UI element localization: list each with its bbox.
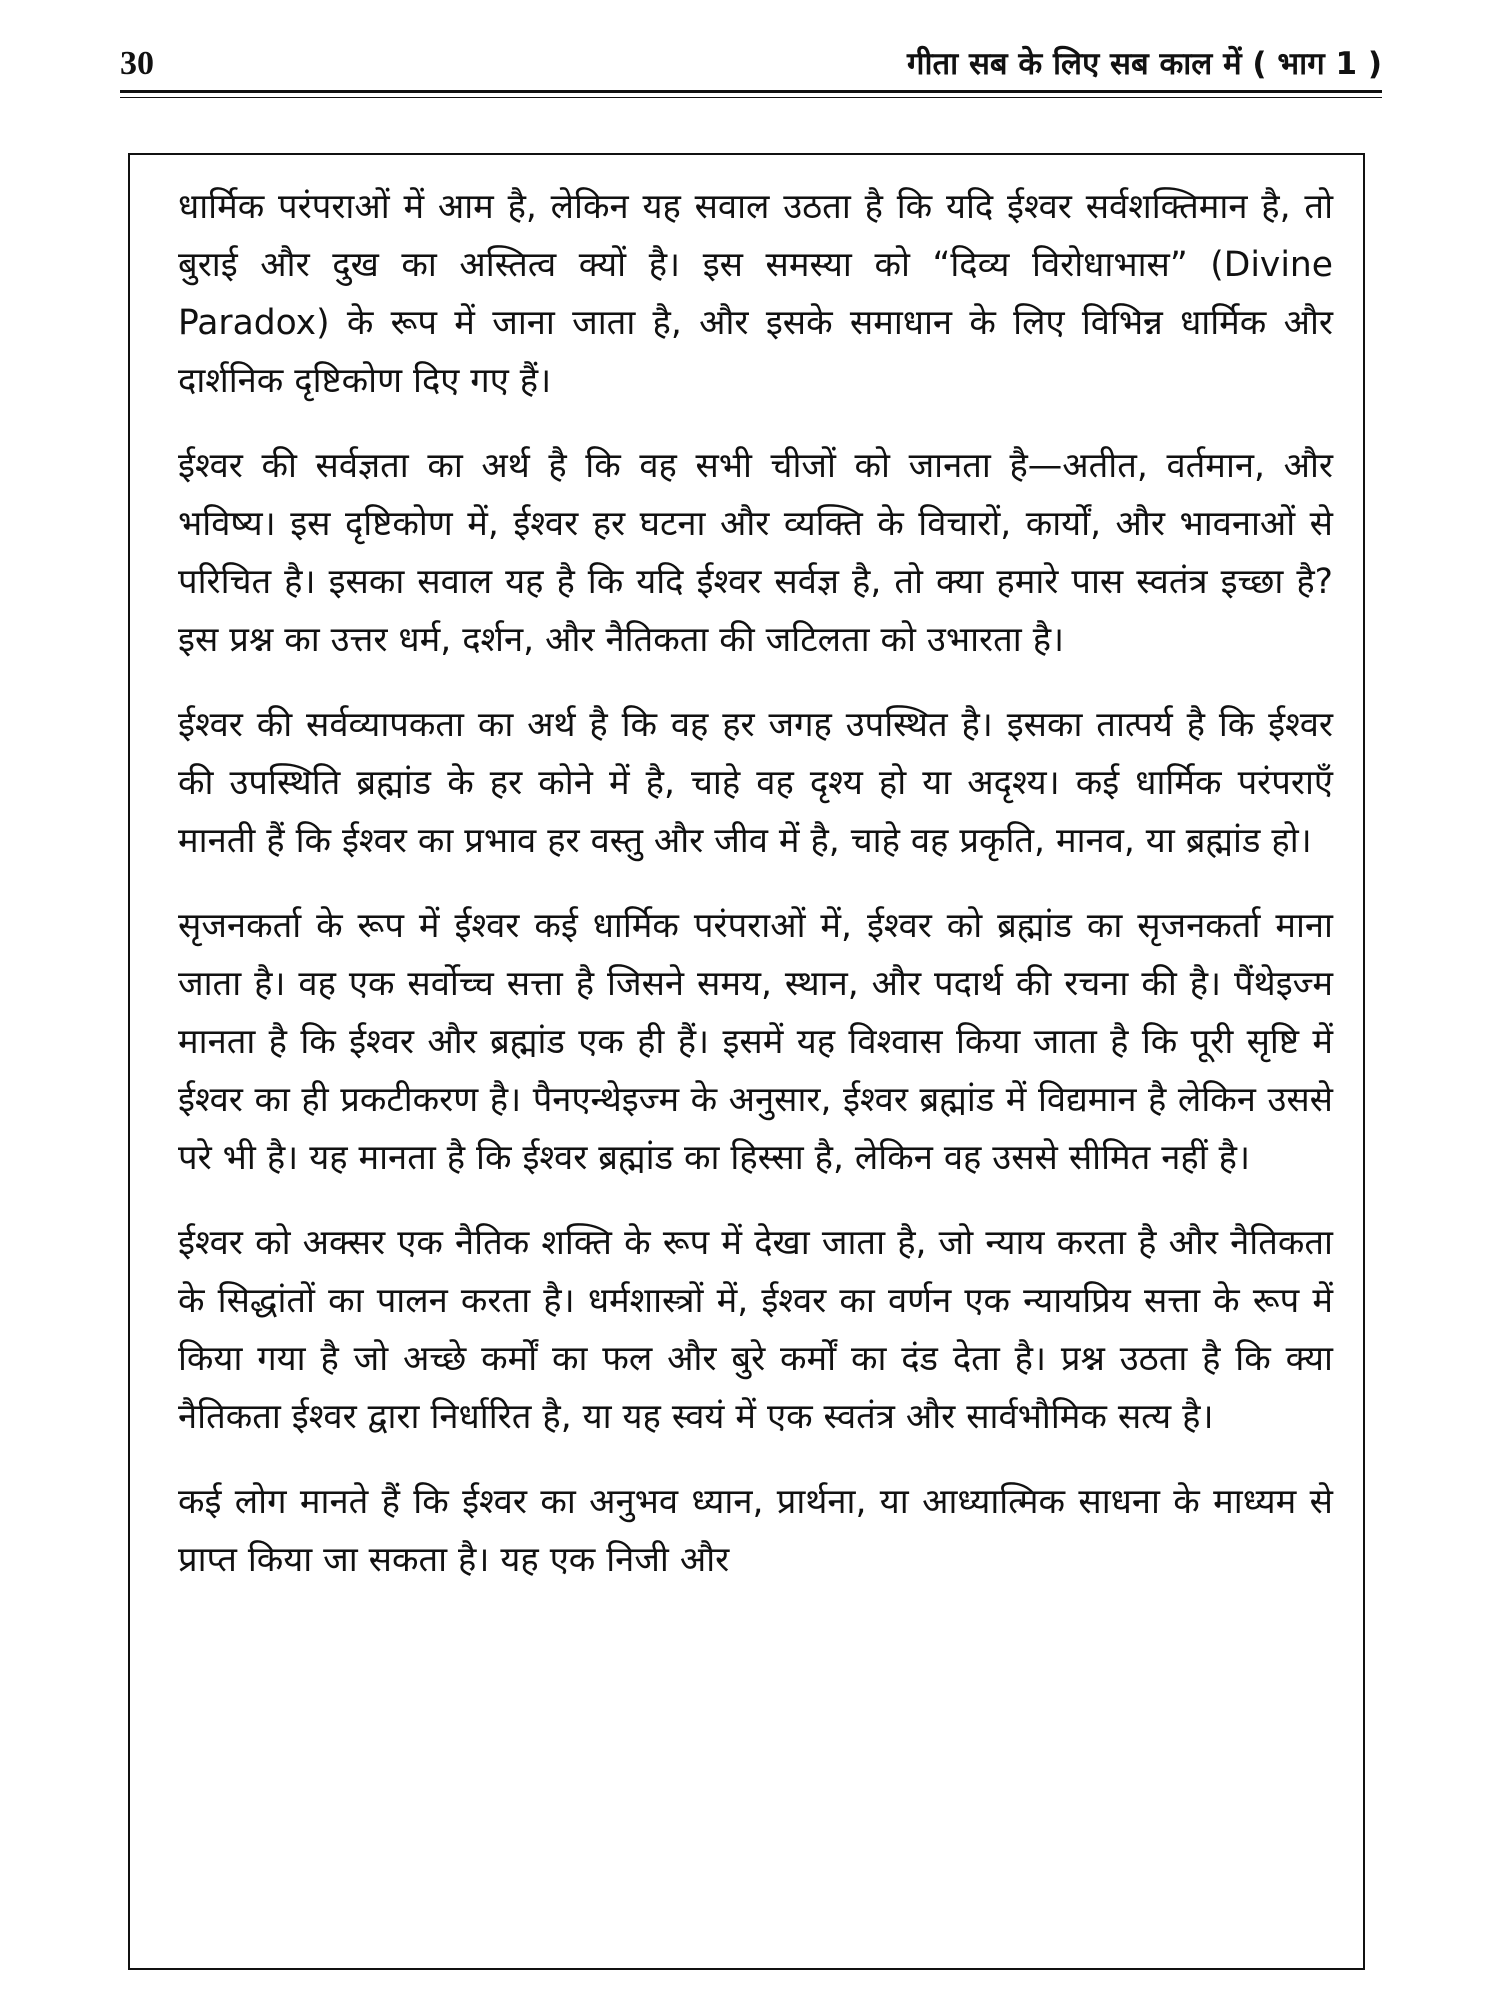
body-text xyxy=(178,178,1333,1616)
page-number: 30 xyxy=(120,45,154,82)
paragraph-omnipresence: ईश्वर की सर्वव्यापकता का अर्थ है कि वह हर जगह उपस्थित है। इसका तात्पर्य है कि ईश्वर की उपस्थिति ब्रह्मांड के हर कोने में है, चाहे वह दृश्य हो या अदृश्य। कई धार्मिक परंपराएँ मानती हैं कि ईश्वर का प्रभाव हर वस्तु और जीव में है, चाहे वह प्रकृति, मानव, या ब्रह्मांड हो। xyxy=(178,705,1333,861)
paragraph-moral-force: ईश्वर को अक्सर एक नैतिक शक्ति के रूप में देखा जाता है, जो न्याय करता है और नैतिकता के सिद्धांतों का पालन करता है। धर्मशास्त्रों में, ईश्वर का वर्णन एक न्यायप्रिय सत्ता के रूप में किया गया है जो अच्छे कर्मों का फल और बुरे कर्मों का दंड देता है। प्रश्न उठता है कि क्या नैतिकता ईश्वर द्वारा निर्धारित है, या यह स्वयं में एक स्वतंत्र और सार्वभौमिक सत्य है। xyxy=(178,1223,1333,1437)
header-rule xyxy=(120,90,1382,93)
paragraph-creator: सृजनकर्ता के रूप में ईश्वर कई धार्मिक परंपराओं में, ईश्वर को ब्रह्मांड का सृजनकर्ता माना जाता है। वह एक सर्वोच्च सत्ता है जिसने समय, स्थान, और पदार्थ की रचना की है। पैंथेइज्म मानता है कि ईश्वर और ब्रह्मांड एक ही हैं। इसमें यह विश्वास किया जाता है कि पूरी सृष्टि में ईश्वर का ही प्रकटीकरण है। पैनएन्थेइज्म के अनुसार, ईश्वर ब्रह्मांड में विद्यमान है लेकिन उससे परे भी है। यह मानता है कि ईश्वर ब्रह्मांड का हिस्सा है, लेकिन वह उससे सीमित नहीं है। xyxy=(178,906,1333,1178)
paragraph-omniscience: ईश्वर की सर्वज्ञता का अर्थ है कि वह सभी चीजों को जानता है—अतीत, वर्तमान, और भविष्य। इस दृष्टिकोण में, ईश्वर हर घटना और व्यक्ति के विचारों, कार्यों, और भावनाओं से परिचित है। इसका सवाल यह है कि यदि ईश्वर सर्वज्ञ है, तो क्या हमारे पास स्वतंत्र इच्छा है? इस प्रश्न का उत्तर धर्म, दर्शन, और नैतिकता की जटिलता को उभारता है। xyxy=(178,446,1333,660)
running-title: गीता सब के लिए सब काल में ( भाग 1 ) xyxy=(907,46,1382,82)
paragraph-experience: कई लोग मानते हैं कि ईश्वर का अनुभव ध्यान, प्रार्थना, या आध्यात्मिक साधना के माध्यम से प्राप्त किया जा सकता है। यह एक निजी और xyxy=(178,1482,1333,1580)
paragraph-divine-paradox: धार्मिक परंपराओं में आम है, लेकिन यह सवाल उठता है कि यदि ईश्वर सर्वशक्तिमान है, तो बुराई और दुख का अस्तित्व क्यों है। इस समस्या को “दिव्य विरोधाभास” (Divine Paradox) के रूप में जाना जाता है, और इसके समाधान के लिए विभिन्न धार्मिक और दार्शनिक दृष्टिकोण दिए गए हैं। xyxy=(178,187,1333,401)
page-header xyxy=(120,44,1382,94)
header-rule-thin xyxy=(120,97,1382,98)
